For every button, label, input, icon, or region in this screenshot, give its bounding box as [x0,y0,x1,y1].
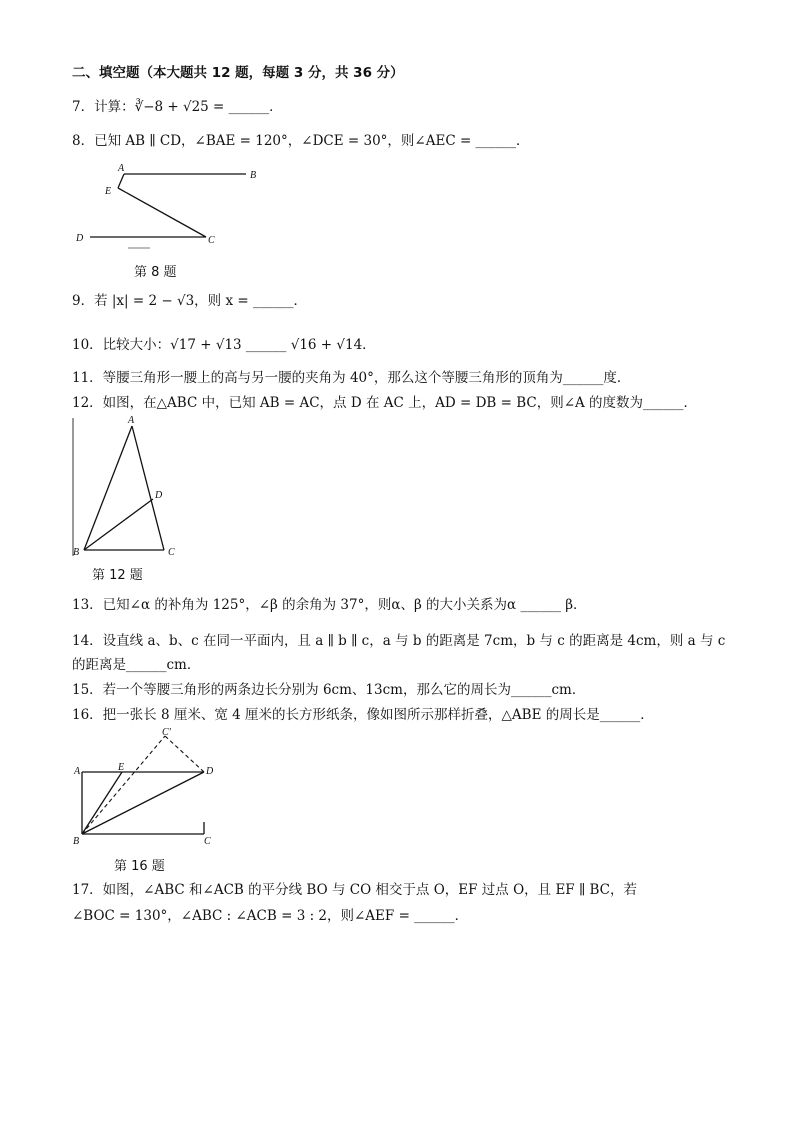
label-A: A [74,766,81,777]
label-C: C [204,836,211,847]
label-B: B [250,170,257,181]
line-AE [118,174,124,188]
figure-16-diagram [72,728,222,848]
label-D: D [155,490,163,501]
folded-C-prime-D [165,736,204,772]
question-9: 9．若 |x| = 2 − √3，则 x = ______． [72,293,307,309]
side-AB [84,426,132,550]
segment-BE [82,772,122,834]
label-D: D [76,233,84,244]
line-EC [118,188,206,237]
question-13: 13．已知∠α 的补角为 125°，∠β 的余角为 37°，则α、β 的大小关系为α ______ β． [72,597,587,613]
figure-8-diagram [72,160,262,250]
question-8: 8．已知 AB ∥ CD，∠BAE = 120°，∠DCE = 30°，则∠AEC = ______． [72,133,530,149]
question-16: 16．把一张长 8 厘米、宽 4 厘米的长方形纸条，像如图所示那样折叠，△ABE 的周长是______． [72,707,654,723]
question-17-line-2: ∠BOC = 130°，∠ABC : ∠ACB = 3 : 2，则∠AEF = ______． [72,908,469,924]
question-7: 7．计算：∛−8 + √25 = ______． [72,99,283,115]
label-B: B [73,547,80,558]
question-15: 15．若一个等腰三角形的两条边长分别为 6cm、13cm，那么它的周长为______cm． [72,682,586,698]
figure-16-caption: 第 16 题 [114,859,165,874]
question-14-line-2: 的距离是______cm． [72,657,201,673]
label-C: C [208,235,215,246]
label-C: C [168,547,175,558]
label-A: A [128,415,135,426]
folded-BC-prime [82,736,165,834]
question-17-line-1: 17．如图，∠ABC 和∠ACB 的平分线 BO 与 CO 相交于点 O，EF 过点 O，且 EF ∥ BC，若 [72,882,637,898]
question-14-line-1: 14．设直线 a、b、c 在同一平面内，且 a ∥ b ∥ c，a 与 b 的距离是 7cm，b 与 c 的距离是 4cm，则 a 与 c [72,633,726,649]
label-A: A [118,163,125,174]
section-heading: 二、填空题（本大题共 12 题，每题 3 分，共 36 分） [72,65,404,81]
label-D: D [206,766,214,777]
question-11: 11．等腰三角形一腰上的高与另一腰的夹角为 40°，那么这个等腰三角形的顶角为______度． [72,370,631,386]
label-E: E [105,186,112,197]
label-B: B [73,836,80,847]
label-C-prime: C' [162,727,171,738]
question-12: 12．如图，在△ABC 中，已知 AB = AC，点 D 在 AC 上，AD = DB = BC，则∠A 的度数为______． [72,395,698,411]
question-10: 10．比较大小：√17 + √13 ______ √16 + √14． [72,337,376,353]
figure-12-caption: 第 12 题 [92,568,143,583]
label-E: E [118,762,125,773]
figure-12-diagram [72,416,192,561]
diagonal-BD [82,772,204,834]
figure-8-caption: 第 8 题 [134,265,177,280]
side-AC [132,426,164,550]
